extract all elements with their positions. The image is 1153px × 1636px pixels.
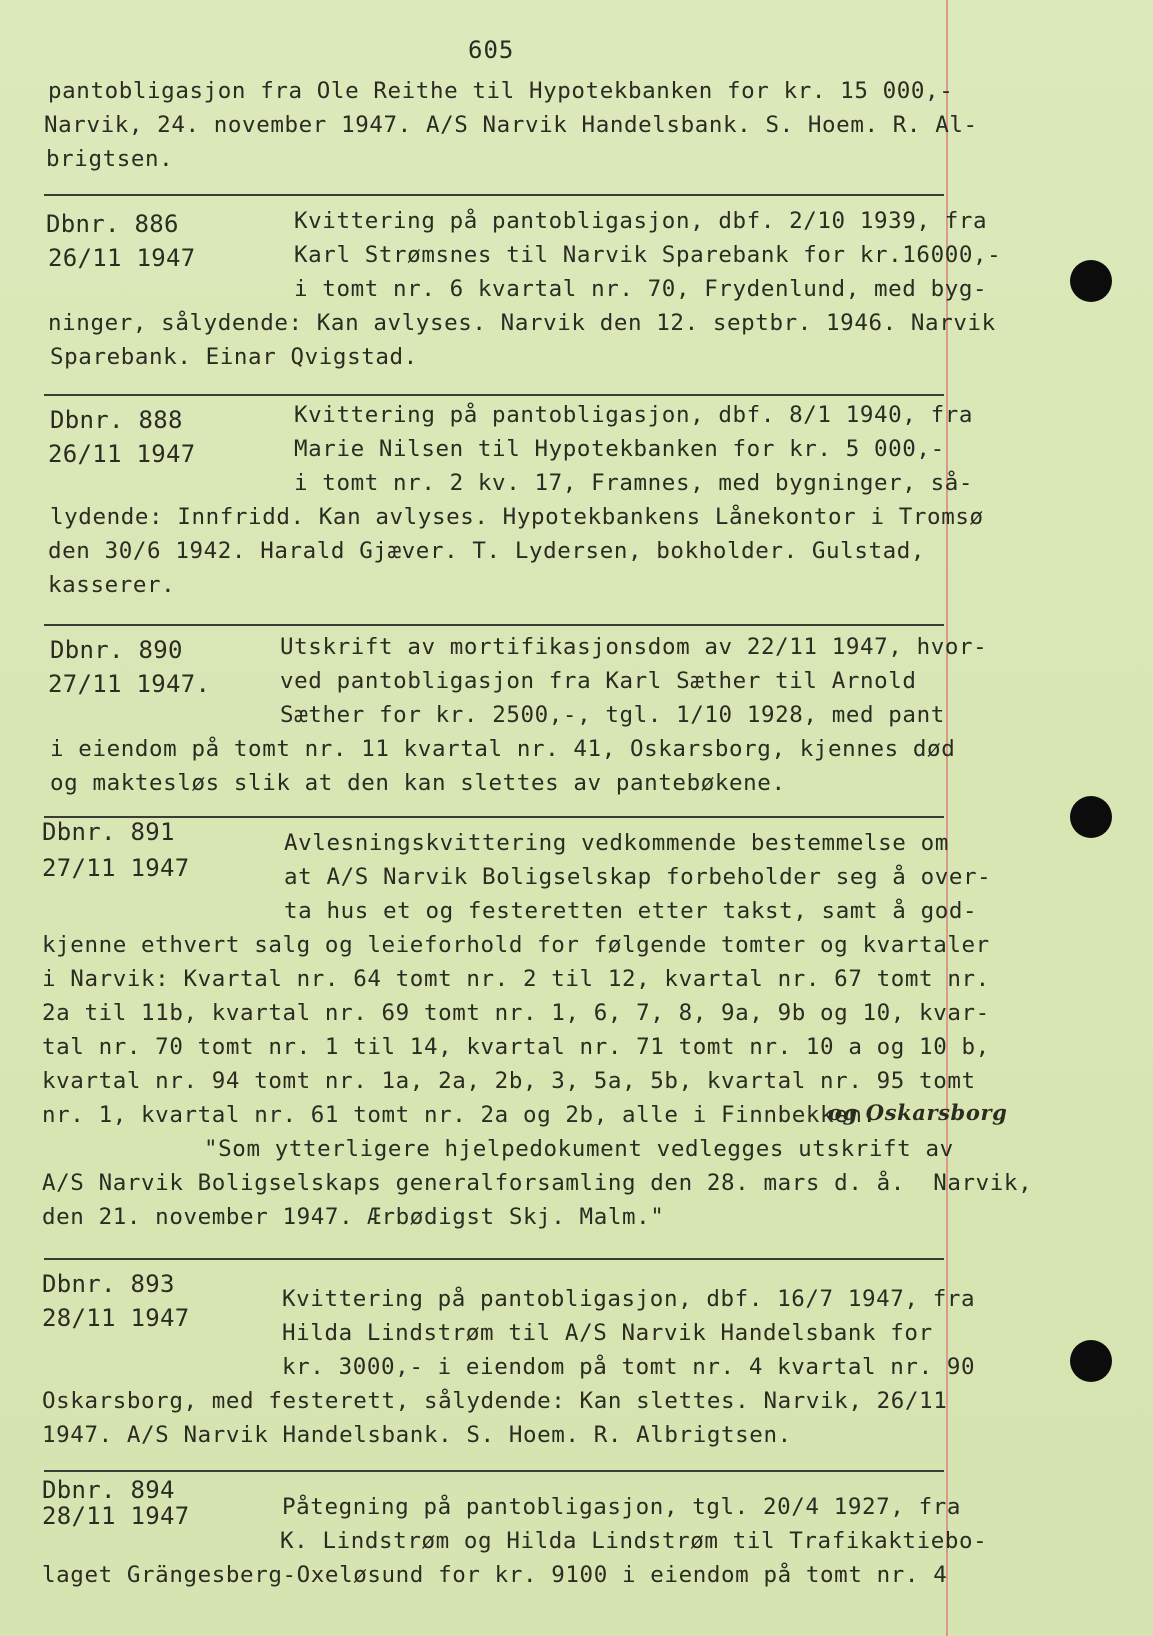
intro-line: pantobligasjon fra Ole Reithe til Hypotekbanken for kr. 15 000,- bbox=[48, 78, 954, 104]
entry-line: Avlesningskvittering vedkommende bestemmelse om bbox=[284, 830, 949, 856]
entry-separator bbox=[44, 624, 944, 626]
entry-line: A/S Narvik Boligselskaps generalforsamling den 28. mars d. å. Narvik, bbox=[42, 1170, 1033, 1196]
entry-line: i tomt nr. 2 kv. 17, Framnes, med bygninger, så- bbox=[294, 470, 974, 496]
entry-line: Marie Nilsen til Hypotekbanken for kr. 5 000,- bbox=[294, 436, 945, 462]
punch-hole bbox=[1070, 1340, 1112, 1382]
entry-dbnr: Dbnr. 894 bbox=[42, 1476, 175, 1504]
entry-date: 28/11 1947 bbox=[42, 1304, 190, 1332]
entry-line: Sparebank. Einar Qvigstad. bbox=[50, 344, 418, 370]
entry-line: tal nr. 70 tomt nr. 1 til 14, kvartal nr. 71 tomt nr. 10 a og 10 b, bbox=[42, 1034, 990, 1060]
entry-line: Karl Strømsnes til Narvik Sparebank for kr.16000,- bbox=[294, 242, 1002, 268]
handwritten-addition: og Oskarsborg bbox=[828, 1100, 1008, 1125]
entry-separator bbox=[44, 194, 944, 196]
entry-line: Kvittering på pantobligasjon, dbf. 16/7 1947, fra bbox=[282, 1286, 976, 1312]
entry-line: Oskarsborg, med festerett, sålydende: Kan slettes. Narvik, 26/11 bbox=[42, 1388, 948, 1414]
entry-line: Sæther for kr. 2500,-, tgl. 1/10 1928, med pant bbox=[280, 702, 945, 728]
entry-line: den 21. november 1947. Ærbødigst Skj. Malm." bbox=[42, 1204, 665, 1230]
entry-line: laget Grängesberg-Oxeløsund for kr. 9100 i eiendom på tomt nr. 4 bbox=[42, 1562, 948, 1588]
entry-line: Kvittering på pantobligasjon, dbf. 8/1 1940, fra bbox=[294, 402, 974, 428]
entry-line: og maktesløs slik at den kan slettes av pantebøkene. bbox=[50, 770, 786, 796]
entry-line: kr. 3000,- i eiendom på tomt nr. 4 kvartal nr. 90 bbox=[282, 1354, 976, 1380]
intro-line: Narvik, 24. november 1947. A/S Narvik Handelsbank. S. Hoem. R. Al- bbox=[44, 112, 978, 138]
entry-line: kjenne ethvert salg og leieforhold for følgende tomter og kvartaler bbox=[42, 932, 990, 958]
entry-line: 1947. A/S Narvik Handelsbank. S. Hoem. R. Albrigtsen. bbox=[42, 1422, 792, 1448]
entry-dbnr: Dbnr. 890 bbox=[50, 636, 183, 664]
entry-line: kvartal nr. 94 tomt nr. 1a, 2a, 2b, 3, 5a, 5b, kvartal nr. 95 tomt bbox=[42, 1068, 976, 1094]
entry-dbnr: Dbnr. 888 bbox=[50, 406, 183, 434]
entry-line: Kvittering på pantobligasjon, dbf. 2/10 1939, fra bbox=[294, 208, 988, 234]
entry-date: 27/11 1947 bbox=[42, 854, 190, 882]
entry-line: lydende: Innfridd. Kan avlyses. Hypotekbankens Lånekontor i Tromsø bbox=[50, 504, 984, 530]
entry-separator bbox=[44, 1470, 944, 1472]
entry-line: ninger, sålydende: Kan avlyses. Narvik den 12. septbr. 1946. Narvik bbox=[48, 310, 996, 336]
entry-line: den 30/6 1942. Harald Gjæver. T. Lydersen, bokholder. Gulstad, bbox=[48, 538, 926, 564]
entry-line: Hilda Lindstrøm til A/S Narvik Handelsbank for bbox=[282, 1320, 933, 1346]
entry-date: 27/11 1947. bbox=[48, 670, 211, 698]
intro-line: brigtsen. bbox=[46, 146, 174, 172]
entry-line: kasserer. bbox=[48, 572, 176, 598]
entry-line: ved pantobligasjon fra Karl Sæther til Arnold bbox=[280, 668, 917, 694]
entry-line: Påtegning på pantobligasjon, tgl. 20/4 1927, fra bbox=[282, 1494, 962, 1520]
page-number: 605 bbox=[468, 36, 515, 64]
entry-separator bbox=[44, 816, 944, 818]
entry-line: i tomt nr. 6 kvartal nr. 70, Frydenlund, med byg- bbox=[294, 276, 988, 302]
entry-date: 26/11 1947 bbox=[48, 244, 196, 272]
punch-hole bbox=[1070, 796, 1112, 838]
entry-line: i eiendom på tomt nr. 11 kvartal nr. 41, Oskarsborg, kjennes død bbox=[50, 736, 956, 762]
entry-separator bbox=[44, 1258, 944, 1260]
entry-dbnr: Dbnr. 893 bbox=[42, 1270, 175, 1298]
entry-date: 26/11 1947 bbox=[48, 440, 196, 468]
entry-line: at A/S Narvik Boligselskap forbeholder seg å over- bbox=[284, 864, 992, 890]
entry-line: nr. 1, kvartal nr. 61 tomt nr. 2a og 2b, alle i Finnbekken. bbox=[42, 1102, 877, 1128]
entry-line: 2a til 11b, kvartal nr. 69 tomt nr. 1, 6, 7, 8, 9a, 9b og 10, kvar- bbox=[42, 1000, 990, 1026]
entry-line: ta hus et og festeretten etter takst, samt å god- bbox=[284, 898, 978, 924]
entry-line: Utskrift av mortifikasjonsdom av 22/11 1947, hvor- bbox=[280, 634, 988, 660]
entry-line: i Narvik: Kvartal nr. 64 tomt nr. 2 til 12, kvartal nr. 67 tomt nr. bbox=[42, 966, 990, 992]
entry-dbnr: Dbnr. 886 bbox=[46, 210, 179, 238]
entry-separator bbox=[44, 394, 944, 396]
entry-date: 28/11 1947 bbox=[42, 1502, 190, 1530]
entry-line: "Som ytterligere hjelpedokument vedlegges utskrift av bbox=[204, 1136, 954, 1162]
punch-hole bbox=[1070, 260, 1112, 302]
entry-dbnr: Dbnr. 891 bbox=[42, 818, 175, 846]
entry-line: K. Lindstrøm og Hilda Lindstrøm til Trafikaktiebo- bbox=[280, 1528, 988, 1554]
